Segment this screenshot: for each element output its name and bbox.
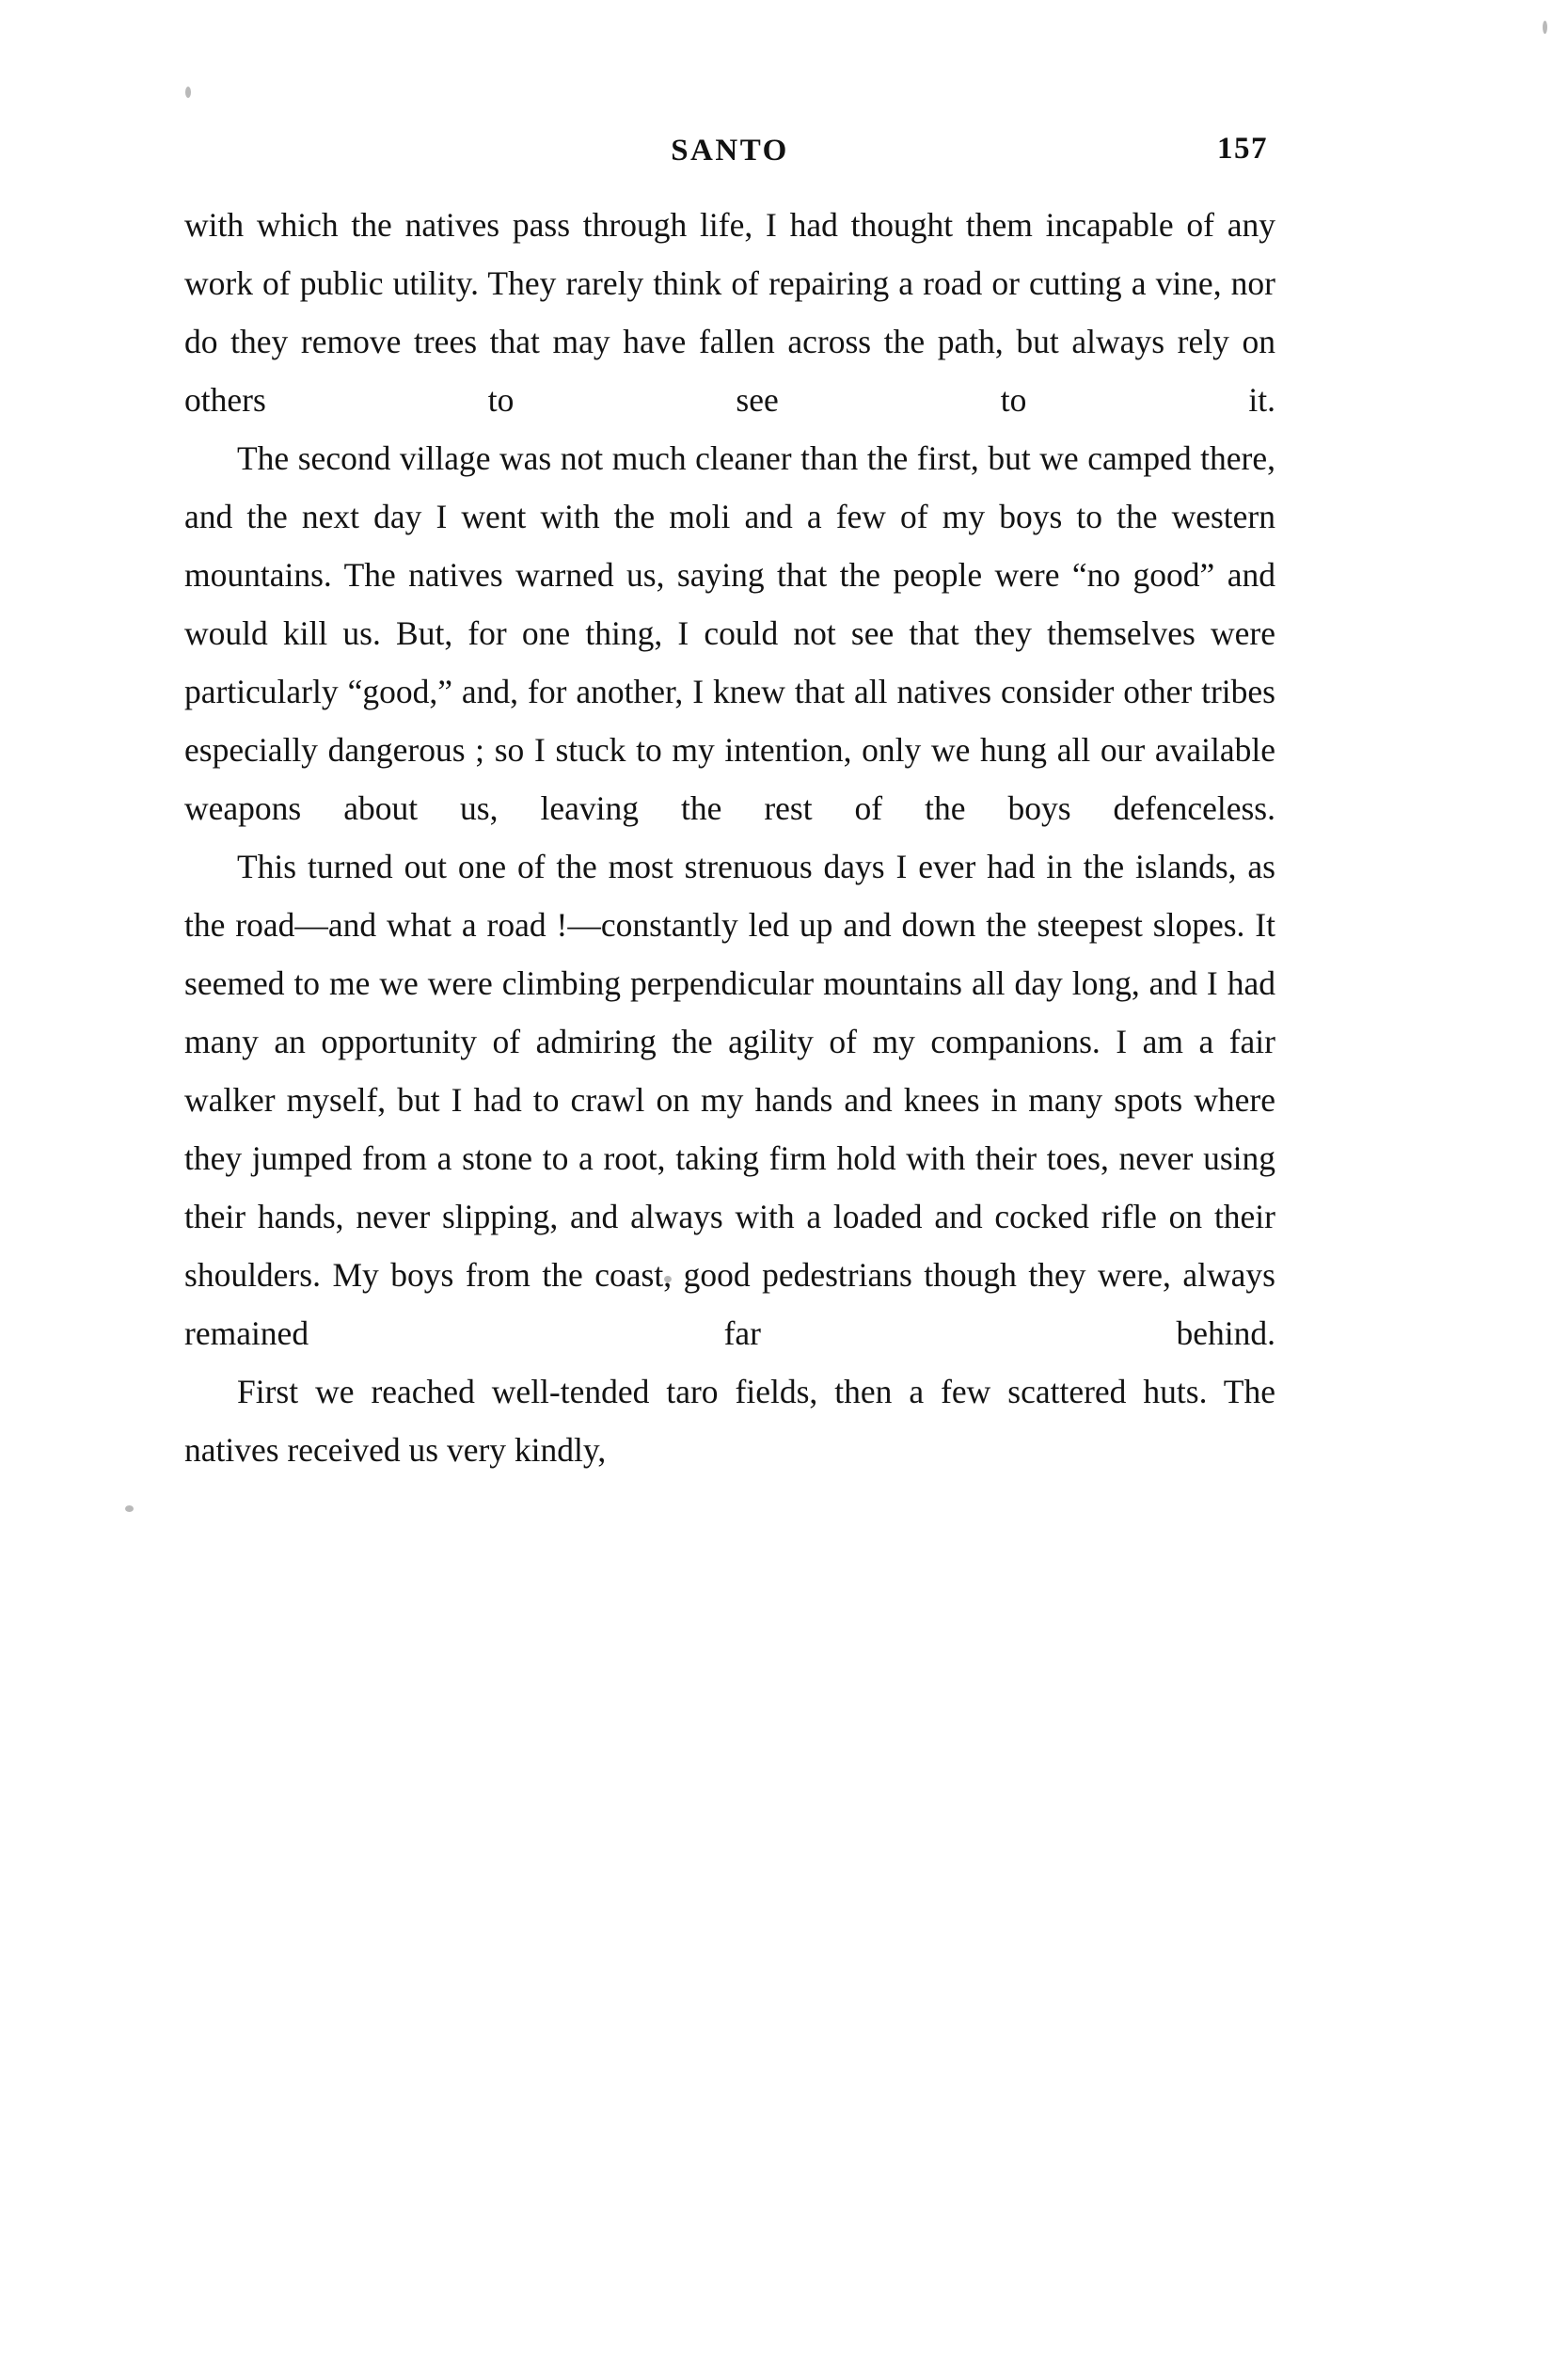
running-head: SANTO	[671, 134, 789, 167]
scan-speck	[185, 87, 191, 98]
paragraph: This turned out one of the most strenuous days I ever had in the islands, as the road—and what a road !—constantly led up and down the steepest slopes. It seemed to me we were climbing perpendicular mountains all day long, and I had many an opportunity of admiring the agility of my companions. I am a fair walker myself, but I had to crawl on my hands and knees in many spots where they jumped from a stone to a root, taking firm hold with their toes, never using their hands, never slipping, and always with a loaded and cocked rifle on their shoulders. My boys from the coast, good pedestrians though they were, always remained far behind.	[184, 848, 1275, 1352]
body-text	[184, 196, 1275, 1479]
scan-speck	[1543, 21, 1547, 34]
scan-speck	[125, 1505, 134, 1512]
paragraph: First we reached well-tended taro fields, then a few scattered huts. The natives received us very kindly,	[184, 1373, 1275, 1469]
page-content	[184, 113, 1275, 1479]
page-number: 157	[1217, 132, 1268, 166]
paragraph: The second village was not much cleaner than the first, but we camped there, and the next day I went with the moli and a few of my boys to the western mountains. The natives warned us, saying that the people were “no good” and would kill us. But, for one thing, I could not see that they themselves were particularly “good,” and, for another, I knew that all natives consider other tribes especially dangerous ; so I stuck to my intention, only we hung all our available weapons about us, leaving the rest of the boys defenceless.	[184, 439, 1275, 827]
paragraph: with which the natives pass through life, I had thought them incapable of any work of public utility. They rarely think of repairing a road or cutting a vine, nor do they remove trees that may have fallen across the path, but always rely on others to see to it.	[184, 206, 1275, 419]
page-header	[184, 113, 1275, 179]
